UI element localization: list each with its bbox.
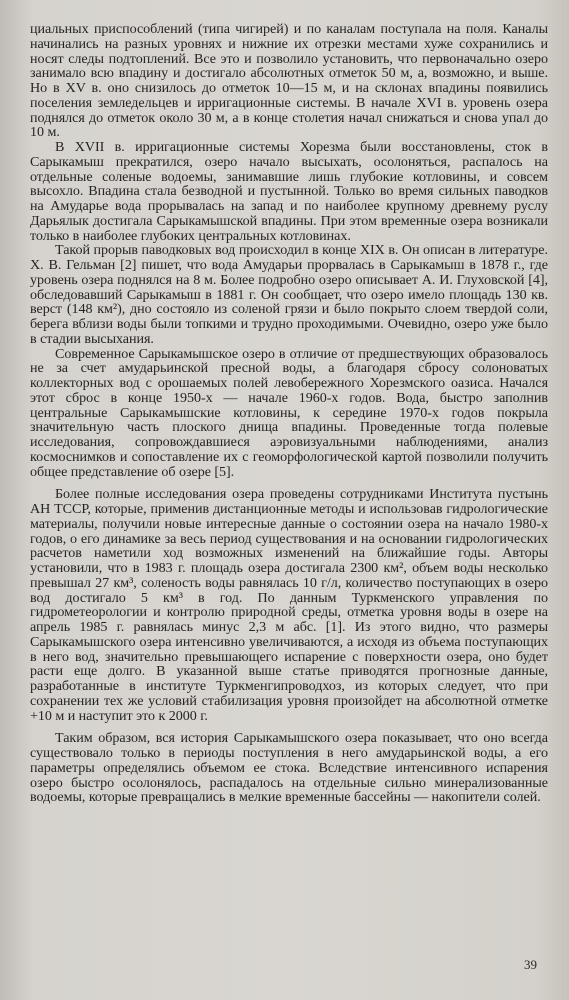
paragraph-xvii-century: В XVII в. ирригационные системы Хорезма были восстановлены, сток в Сарыкамыш прекратился, озеро начало высыхать, осолоняться, распалось на отдельные соленые водоемы, занимавшие лишь глубокие котловины, и совсем высохло. Впадина стала безводной и пустынной. Только во время сильных паводков на Амударье вода прорывалась на запад и по наиболее крупному древнему руслу Дарьялык достигала Сарыкамышской впадины. При этом временные озера возникали только в наиболее глубоких центральных котловинах.: [30, 139, 548, 244]
paragraph-modern-lake: Современное Сарыкамышское озеро в отличие от предшествующих образовалось не за счет амударьинской пресной воды, а благодаря сбросу солоноватых коллекторных вод с орошаемых полей левобережного Хорезмского оазиса. Начался этот сброс в конце 1950-х — начале 1960-х годов. Вода, быстро заполнив центральные Сарыкамышские котловины, к середине 1970-х годов покрыла значительную часть плоского днища впадины. Проведенные тогда полевые исследования, сопровождавшиеся аэровизуальными наблюдениями, анализ космоснимков и сопоставление их с геоморфологической картой позволили получить общее представление об озере [5].: [30, 345, 548, 480]
paragraph-xix-century-flood: Такой прорыв паводковых вод происходил в конце XIX в. Он описан в литературе. Х. В. Гельман [2] пишет, что вода Амударьи прорвалась в Сарыкамыш в 1878 г., где уровень озера поднялся на 8 м. Более подробно озеро описывает А. И. Глуховской [4], обследовавший Сарыкамыш в 1881 г. Он сообщает, что озеро имело площадь 130 кв. верст (148 км²), дно состояло из соленой грязи и было покрыто слоем твердой соли, берега вблизи воды были топкими и трудно проходимыми. Очевидно, озеро уже было в стадии высыхания.: [30, 242, 548, 347]
page-number: 39: [524, 957, 537, 972]
body-text: [30, 22, 548, 805]
paragraph-conclusion: Таким образом, вся история Сарыкамышского озера показывает, что оно всегда существовало только в периоды поступления в него амударьинской воды, а его параметры определялись объемом ее стока. Вследствие интенсивного испарения озеро быстро осолонялось, распадалось на отдельные сильно минерализованные водоемы, которые превращались в мелкие временные бассейны — накопители солей.: [30, 730, 548, 806]
paragraph-research: Более полные исследования озера проведены сотрудниками Института пустынь АН ТССР, которые, применив дистанционные методы и использовав гидрологические материалы, получили новые интересные данные о состоянии озера на начало 1980-х годов, о его динамике за весь период существования и на основании гидрологических расчетов наметили ход возможных изменений на ближайшие годы. Авторы установили, что в 1983 г. площадь озера достигала 2300 км², объем воды несколько превышал 27 км³, соленость воды равнялась 10 г/л, количество поступающих в озеро вод достигало 5 км³ в год. По данным Туркменского управления по гидрометеорологии и контролю природной среды, отметка уровня воды в озере на апрель 1985 г. равнялась минус 2,3 м абс. [1]. Из этого видно, что размеры Сарыкамышского озера интенсивно увеличиваются, а исходя из объема поступающих в него вод, значительно превышающего испарение с поверхности озера, оно будет расти еще долго. В указанной выше статье приводятся прогнозные данные, разработанные в институте Туркменгипроводхоз, из которых следует, что при сохранении тех же условий стабилизация уровня произойдет на абсолютной отметке +10 м и наступит это к 2000 г.: [30, 486, 548, 724]
paragraph-continuation: циальных приспособлений (типа чигирей) и по каналам поступала на поля. Каналы начинались на разных уровнях и нижние их отрезки местами хуже сохранились и носят следы подтоплений. Все это и позволило установить, что первоначально озеро занимало всю впадину и достигало абсолютных отметок 50 м, а, возможно, и выше. Но в XV в. оно снизилось до отметок 10—15 м, и на склонах впадины появились поселения земледельцев и ирригационные системы. В начале XVI в. уровень озера поднялся до отметок около 30 м, а в конце столетия начал снижаться и снова упал до 10 м.: [30, 21, 548, 141]
